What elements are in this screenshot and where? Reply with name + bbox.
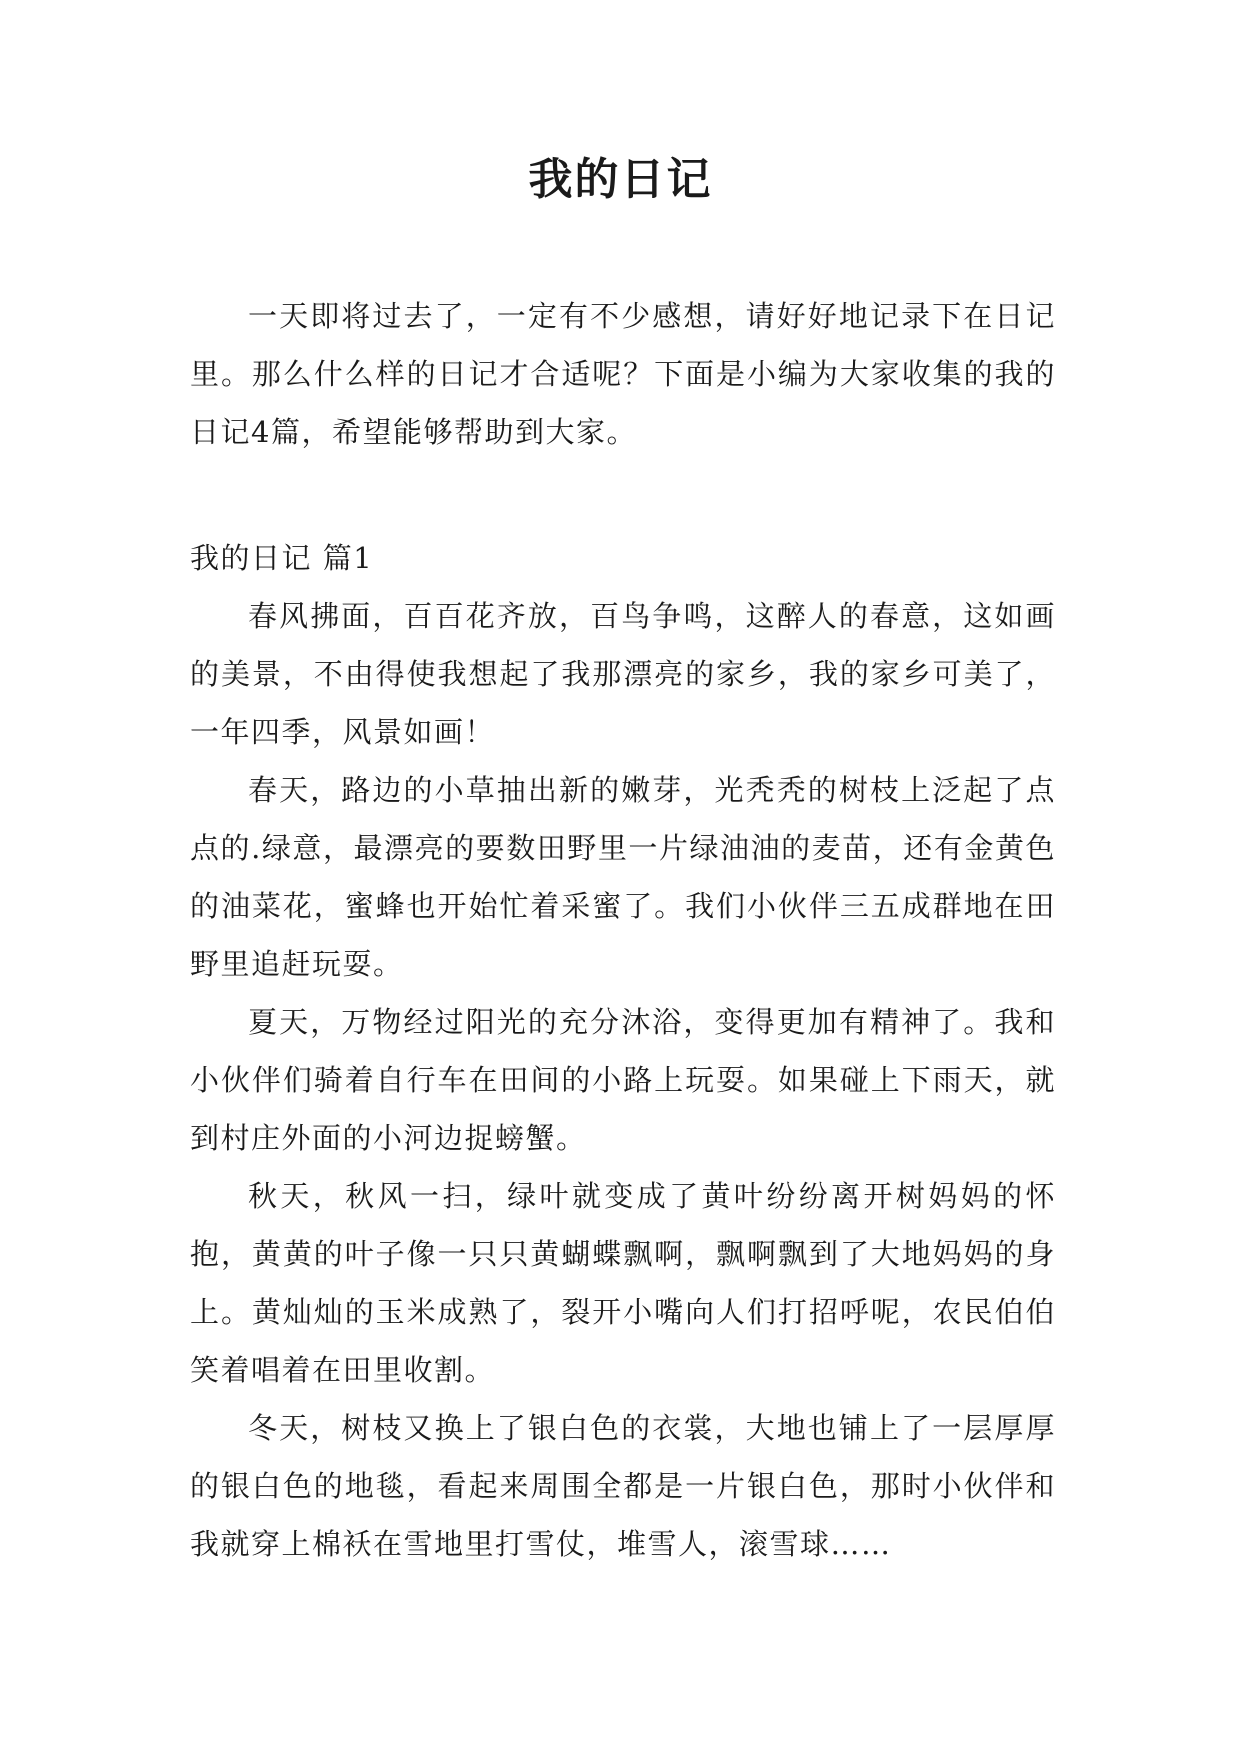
intro-paragraph: 一天即将过去了，一定有不少感想，请好好地记录下在日记里。那么什么样的日记才合适呢？下面是小编为大家收集的我的日记4篇，希望能够帮助到大家。 xyxy=(190,299,1056,449)
paragraph-winter: 冬天，树枝又换上了银白色的衣裳，大地也铺上了一层厚厚的银白色的地毯，看起来周围全都是一片银白色，那时小伙伴和我就穿上棉袄在雪地里打雪仗，堆雪人，滚雪球…… xyxy=(190,1411,1056,1561)
paragraph-spring-intro: 春风拂面，百百花齐放，百鸟争鸣，这醉人的春意，这如画的美景，不由得使我想起了我那漂亮的家乡，我的家乡可美了，一年四季，风景如画！ xyxy=(190,599,1056,749)
paragraph-autumn: 秋天，秋风一扫，绿叶就变成了黄叶纷纷离开树妈妈的怀抱，黄黄的叶子像一只只黄蝴蝶飘啊，飘啊飘到了大地妈妈的身上。黄灿灿的玉米成熟了，裂开小嘴向人们打招呼呢，农民伯伯笑着唱着在田里收割。 xyxy=(190,1179,1056,1387)
section-heading: 我的日记 篇1 xyxy=(190,541,374,575)
paragraph-summer: 夏天，万物经过阳光的充分沐浴，变得更加有精神了。我和小伙伴们骑着自行车在田间的小路上玩耍。如果碰上下雨天，就到村庄外面的小河边捉螃蟹。 xyxy=(190,1005,1056,1155)
document-body xyxy=(190,287,1056,1573)
document-title: 我的日记 xyxy=(528,154,713,205)
diary-section-1 xyxy=(190,529,1056,1573)
paragraph-spring: 春天，路边的小草抽出新的嫩芽，光秃秃的树枝上泛起了点点的.绿意，最漂亮的要数田野里一片绿油油的麦苗，还有金黄色的油菜花，蜜蜂也开始忙着采蜜了。我们小伙伴三五成群地在田野里追赶玩耍。 xyxy=(190,773,1056,981)
